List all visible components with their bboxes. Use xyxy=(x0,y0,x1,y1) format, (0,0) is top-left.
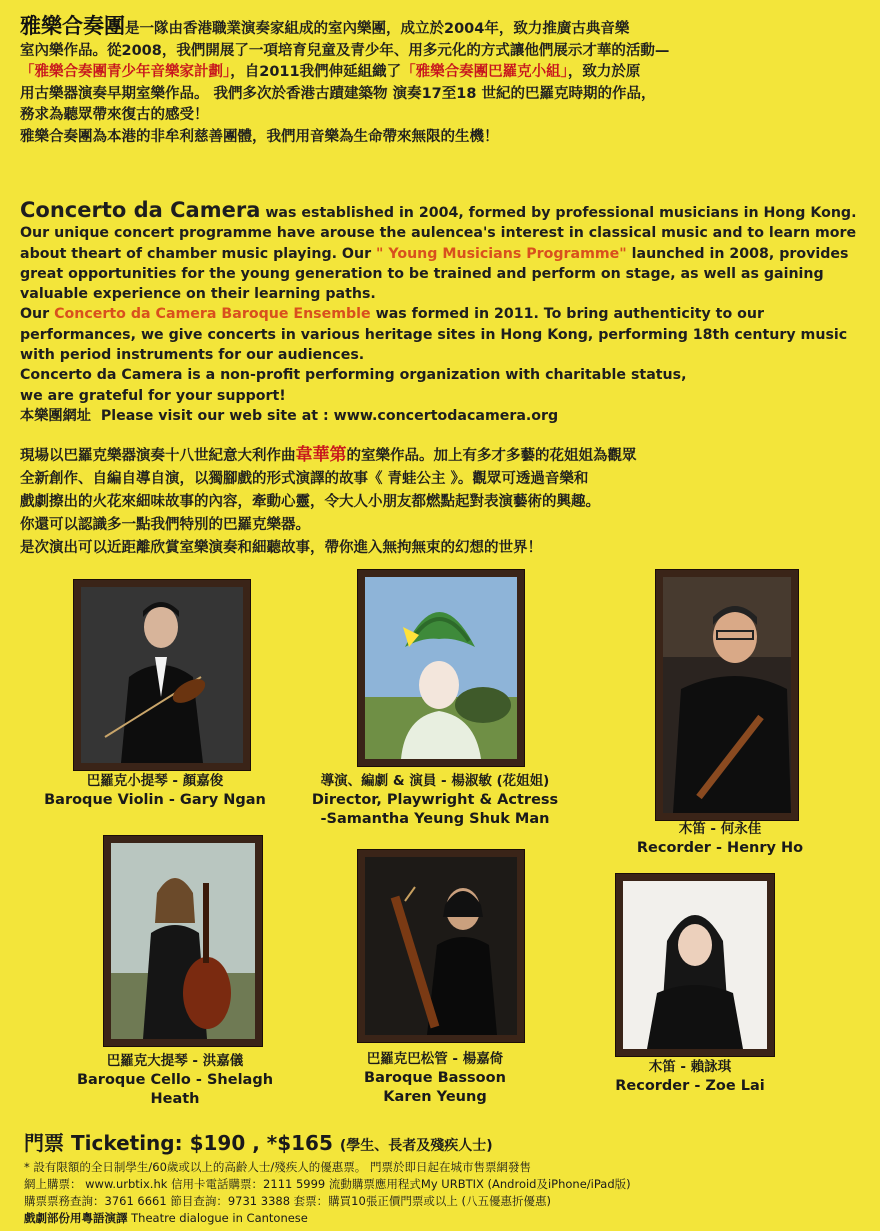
performer-caption-violin xyxy=(30,772,280,810)
performer-name-zh: 導演、編劇 & 演員 - 楊淑敏 (花姐姐) xyxy=(320,773,550,789)
brand-name-zh: 雅樂合奏團 xyxy=(20,14,125,38)
recorder-henry-image xyxy=(663,577,791,813)
website-link[interactable]: Please visit our web site at : www.concertodacamera.org xyxy=(100,407,559,424)
theatre-language-zh: 戲劇部份用粵語演譯 xyxy=(24,1211,128,1225)
ticket-price-note: (學生、長者及殘疾人士) xyxy=(339,1138,493,1154)
show-line5: 是次演出可以近距離欣賞室樂演奏和細聽故事，帶你進入無拘無束的幻想的世界！ xyxy=(20,540,542,556)
performer-caption-recorder-henry xyxy=(590,820,850,858)
performer-photo-violin xyxy=(74,580,250,770)
performer-name-zh: 木笛 - 何永佳 xyxy=(678,821,762,837)
ticket-enquiry: 購票票務查詢：3761 6661 節目查詢：9731 3388 套票：購買10張正價門票或以上 (八五優惠折優惠) xyxy=(24,1194,551,1208)
performer-name-en-2: -Samantha Yeung Shuk Man xyxy=(320,811,550,827)
ticket-concession-note: * 設有限額的全日制學生/60歲或以上的高齡人士/殘疾人的優惠票。 門票於即日起在城市售票網發售 xyxy=(24,1160,531,1174)
performer-caption-director xyxy=(290,772,580,829)
director-image xyxy=(365,577,517,759)
performer-caption-recorder-zoe xyxy=(570,1058,810,1096)
performer-caption-cello xyxy=(50,1052,300,1109)
composer-name: 韋華第 xyxy=(295,445,347,465)
en-para-2-a: Our xyxy=(20,306,55,323)
performer-name-zh: 巴羅克巴松管 - 楊嘉倚 xyxy=(366,1051,504,1067)
performer-photo-director xyxy=(358,570,524,766)
zh-intro-line4: 用古樂器演奏早期室樂作品。 我們多次於香港古蹟建築物 演奏17至18 世紀的巴羅克時期的作品， xyxy=(20,85,656,102)
performer-photo-recorder-zoe xyxy=(616,874,774,1056)
performer-photo-bassoon xyxy=(358,850,524,1042)
performer-name-zh: 巴羅克小提琴 - 顏嘉俊 xyxy=(86,773,224,789)
performer-photo-recorder-henry xyxy=(656,570,798,820)
en-para-1 xyxy=(20,200,870,304)
en-para-1-b: launched in 2008, provides great opportunities for the young generation to be trained and perform on stage, as well as gaining valuable experience on their learning paths. xyxy=(20,245,849,303)
en-para-4: we are grateful for your support! xyxy=(20,387,286,404)
baroque-ensemble-zh: 「雅樂合奏團巴羅克小組」 xyxy=(401,64,568,80)
ticket-online-booking: 網上購票： www.urbtix.hk 信用卡電話購票：2111 5999 流動購票應用程式My URBTIX (Android及iPhone/iPad版) xyxy=(24,1177,631,1191)
show-description-zh xyxy=(20,444,870,560)
en-para-2 xyxy=(20,304,870,365)
show-line1-b: 的室樂作品。加上有多才多藝的花姐姐為觀眾 xyxy=(346,448,637,464)
baroque-ensemble-en: Concerto da Camera Baroque Ensemble xyxy=(54,306,371,323)
theatre-language-en: Theatre dialogue in Cantonese xyxy=(131,1211,308,1225)
performer-name-en: Baroque Cello - Shelagh Heath xyxy=(76,1072,274,1107)
zh-intro-line2: 室內樂作品。從2008，我們開展了一項培育兒童及青少年、用多元化的方式讓他們展示才華的活動— xyxy=(20,42,670,59)
performer-name-zh: 木笛 - 賴詠琪 xyxy=(648,1059,732,1075)
cellist-image xyxy=(111,843,255,1039)
violinist-image xyxy=(81,587,243,763)
zh-intro-line5: 務求為聽眾帶來復古的感受！ xyxy=(20,107,209,123)
english-intro xyxy=(20,200,870,426)
en-para-1-a: was established in 2004, formed by professional musicians in Hong Kong. Our unique concert programme have arouse the aulencea's interest in classical music and to learn more about theart of chamber music playing. Our xyxy=(20,205,857,262)
bassoonist-image xyxy=(365,857,517,1035)
zh-intro-line6: 雅樂合奏團為本港的非牟利慈善團體，我們用音樂為生命帶來無限的生機！ xyxy=(20,128,499,145)
en-para-3: Concerto da Camera is a non-profit performing organization with charitable status, xyxy=(20,367,687,384)
brand-name-en: Concerto da Camera xyxy=(20,198,261,222)
show-line3: 戲劇擦出的火花來細味故事的內容，牽動心靈，令大人小朋友都燃點起對表演藝術的興趣。 xyxy=(20,494,600,510)
show-line4: 你還可以認識多一點我們特別的巴羅克樂器。 xyxy=(20,517,310,533)
show-line2: 全新創作、自編自導自演，以獨腳戲的形式演譯的故事《 青蛙公主 》。觀眾可透過音樂和 xyxy=(20,471,589,487)
zh-intro-line1: 是一隊由香港職業演奏家組成的室內樂團，成立於2004年，致力推廣古典音樂 xyxy=(125,21,630,37)
performer-caption-bassoon xyxy=(320,1050,550,1107)
website-line xyxy=(20,406,870,426)
young-musicians-programme-zh: 「雅樂合奏團青少年音樂家計劃」 xyxy=(20,64,231,80)
performer-name-zh: 巴羅克大提琴 - 洪嘉儀 xyxy=(106,1053,244,1069)
young-musicians-programme-en: " Young Musicians Programme" xyxy=(376,245,627,262)
zh-intro-line3-end: ，致力於原 xyxy=(567,64,641,80)
recorder-zoe-image xyxy=(623,881,767,1049)
performer-name-en: Recorder - Henry Ho xyxy=(636,840,804,856)
website-label-zh: 本樂團網址 xyxy=(20,407,91,424)
chinese-intro xyxy=(20,16,870,148)
ticketing-info xyxy=(24,1130,864,1227)
ticket-price-text: 門票 Ticketing: $190 , *$165 xyxy=(24,1131,333,1155)
performer-photo-cello xyxy=(104,836,262,1046)
performer-name-en-2: Karen Yeung xyxy=(383,1089,487,1105)
theatre-language xyxy=(24,1210,864,1227)
performer-name-en: Recorder - Zoe Lai xyxy=(615,1078,765,1094)
performer-name-en: Director, Playwright & Actress xyxy=(311,792,559,808)
performer-name-en: Baroque Bassoon xyxy=(364,1070,506,1086)
zh-intro-line3: ，自2011我們伸延組織了 xyxy=(230,64,402,80)
en-para-2-b: was formed in 2011. To bring authenticity to our performances, we give concerts in various heritage sites in Hong Kong, performing 18th century music with period instruments for our audiences. xyxy=(20,306,848,364)
show-line1-a: 現場以巴羅克樂器演奏十八世紀意大利作曲 xyxy=(20,448,296,464)
ticket-price xyxy=(24,1130,864,1159)
performer-name-en: Baroque Violin - Gary Ngan xyxy=(44,792,266,808)
